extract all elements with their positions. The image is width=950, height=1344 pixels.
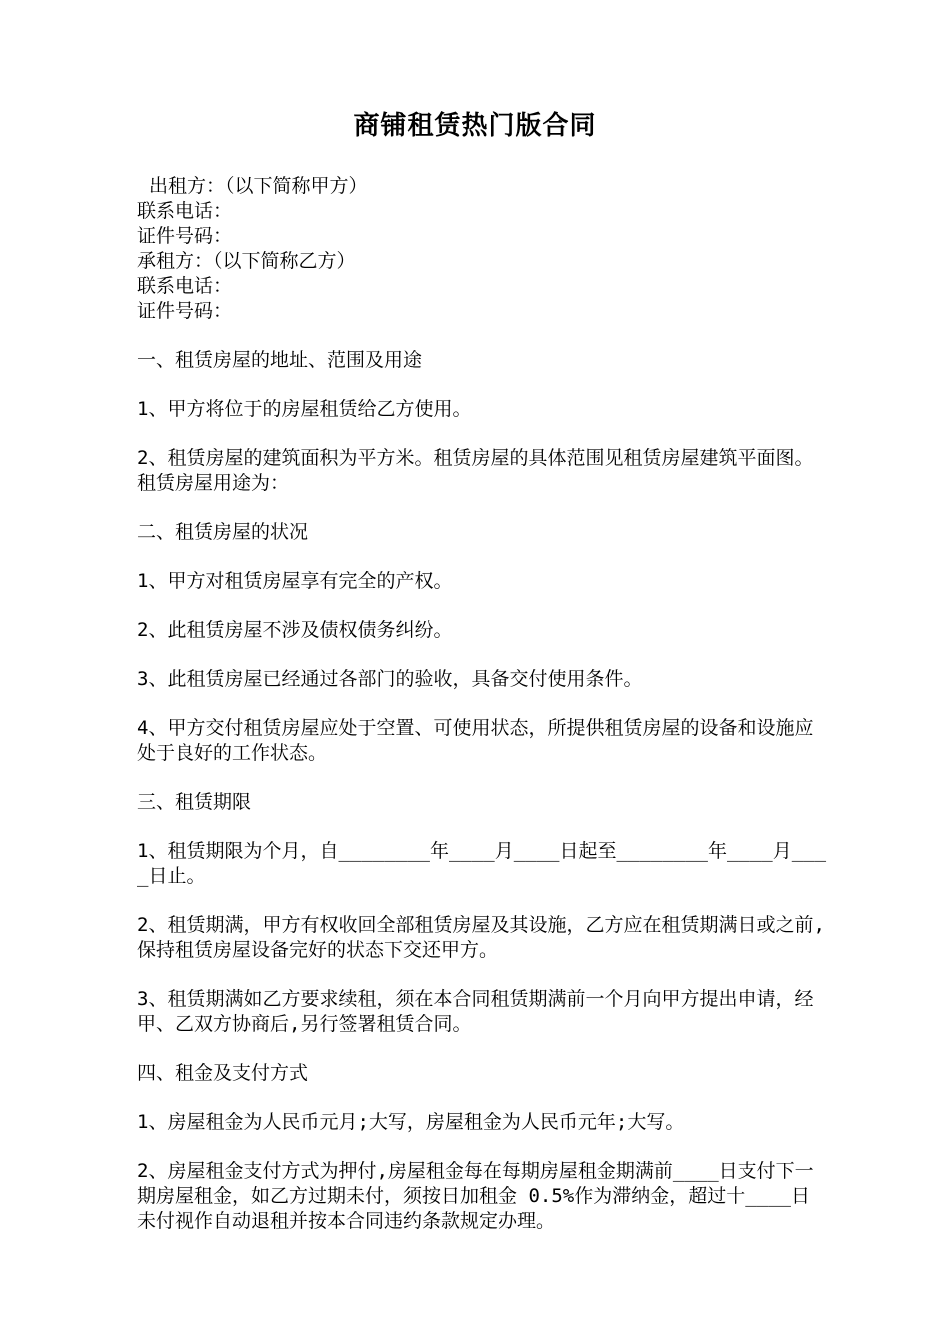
clause-3-1: 1、租赁期限为个月，自________年____月____日起至________年____月____日止。 [137,840,827,887]
clause-2-2: 2、此租赁房屋不涉及债权债务纠纷。 [137,619,453,641]
party-lessor: 出租方：（以下简称甲方） [149,175,368,197]
clause-3-2: 2、租赁期满，甲方有权收回全部租赁房屋及其设施，乙方应在租赁期满日或之前,保持租赁房屋设备完好的状态下交还甲方。 [137,914,825,961]
party-block [137,174,827,324]
clause-2-4: 4、甲方交付租赁房屋应处于空置、可使用状态，所提供租赁房屋的设备和设施应处于良好的工作状态。 [137,717,814,764]
party-lessor-id: 证件号码： [137,225,233,247]
party-lessee: 承租方：（以下简称乙方） [137,250,356,272]
document-title: 商铺租赁热门版合同 [353,111,597,141]
clause-4-1: 1、房屋租金为人民币元月;大写，房屋租金为人民币元年;大写。 [137,1111,685,1133]
party-lessee-phone: 联系电话： [137,275,233,297]
party-lessee-id: 证件号码： [137,300,233,322]
clause-4-2: 2、房屋租金支付方式为押付,房屋租金每在每期房屋租金期满前____日支付下一期房屋租金，如乙方过期未付，须按日加租金 0.5%作为滞纳金，超过十____日未付视作自动退租并按本合同违约条款规定办理。 [137,1160,814,1232]
document-body [137,174,827,1258]
section-heading-4: 四、租金及支付方式 [137,1062,309,1084]
section-heading-3: 三、租赁期限 [137,791,252,813]
section-heading-1: 一、租赁房屋的地址、范围及用途 [137,349,423,371]
clause-2-3: 3、此租赁房屋已经通过各部门的验收，具备交付使用条件。 [137,668,643,690]
clause-1-2: 2、租赁房屋的建筑面积为平方米。租赁房屋的具体范围见租赁房屋建筑平面图。租赁房屋用途为： [137,447,814,494]
clause-1-1: 1、甲方将位于的房屋租赁给乙方使用。 [137,398,472,420]
spacer [137,324,827,348]
section-heading-2: 二、租赁房屋的状况 [137,521,309,543]
clause-2-1: 1、甲方对租赁房屋享有完全的产权。 [137,570,453,592]
party-lessor-phone: 联系电话： [137,200,233,222]
clause-3-3: 3、租赁期满如乙方要求续租，须在本合同租赁期满前一个月向甲方提出申请，经甲、乙双方协商后,另行签署租赁合同。 [137,988,814,1035]
